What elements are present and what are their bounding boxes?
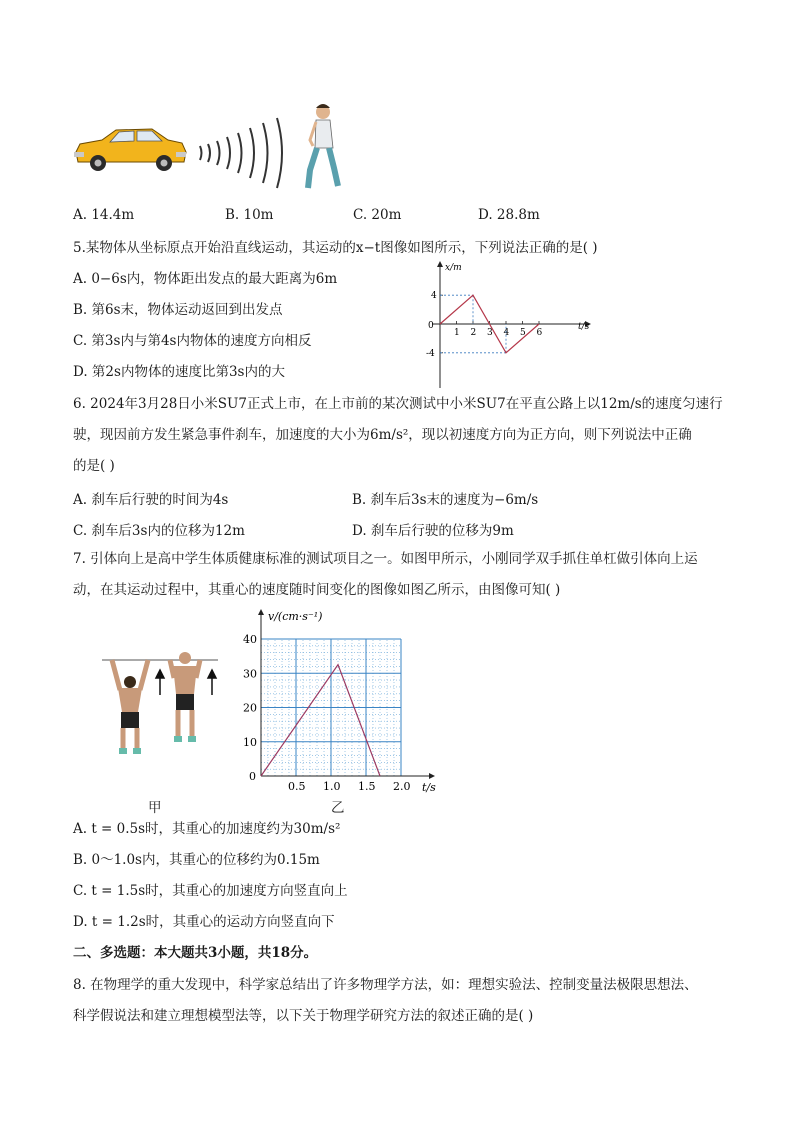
q8-stem-2: 科学假说法和建立理想模型法等，以下关于物理学研究方法的叙述正确的是( ) xyxy=(73,1008,534,1024)
q7-stem-1: 7. 引体向上是高中学生体质健康标准的测试项目之一。如图甲所示，小刚同学双手抓住单杠做引体向上运 xyxy=(73,551,698,567)
q6-option-a[interactable]: A. 刹车后行驶的时间为4s xyxy=(73,492,229,508)
x-tick-label: 0.5 xyxy=(288,780,306,793)
q6-stem-3: 的是( ) xyxy=(73,458,115,474)
sound-wave-icon xyxy=(200,118,282,188)
q6-option-b[interactable]: B. 刹车后3s末的速度为−6m/s xyxy=(352,492,539,508)
t-axis-label: t/s xyxy=(422,781,436,794)
y-tick-label: -4 xyxy=(426,348,435,359)
v-axis-label: v/(cm·s⁻¹) xyxy=(268,610,323,623)
x-tick-label: 2 xyxy=(470,328,477,338)
q6-stem-2: 驶，现因前方发生紧急事件刹车，加速度的大小为6m/s²，现以初速度方向为正方向，则下列说法中正确 xyxy=(73,427,692,443)
q5-option-c[interactable]: C. 第3s内与第4s内物体的速度方向相反 xyxy=(73,333,312,349)
section-2-heading: 二、多选题：本大题共3小题，共18分。 xyxy=(73,945,318,961)
q4-option-c[interactable]: C. 20m xyxy=(353,207,402,223)
label-yi: 乙 xyxy=(331,800,345,816)
x-tick-label: 1 xyxy=(454,328,460,338)
x-tick-label: 2.0 xyxy=(393,780,411,793)
q7-option-b[interactable]: B. 0～1.0s内，其重心的位移约为0.15m xyxy=(73,852,320,868)
y-tick-label: 40 xyxy=(243,633,257,646)
q4-option-a[interactable]: A. 14.4m xyxy=(73,207,135,223)
origin-label: 0 xyxy=(428,321,434,331)
q6-stem-1: 6. 2024年3月28日小米SU7正式上市，在上市前的某次测试中小米SU7在平直公路上以12m/s的速度匀速行 xyxy=(73,396,723,412)
q6-option-c[interactable]: C. 刹车后3s内的位移为12m xyxy=(73,523,245,539)
q5-option-b[interactable]: B. 第6s末，物体运动返回到出发点 xyxy=(73,302,283,318)
label-jia: 甲 xyxy=(148,800,162,816)
q6-option-d[interactable]: D. 刹车后行驶的位移为9m xyxy=(352,523,514,539)
q4-option-d[interactable]: D. 28.8m xyxy=(478,207,540,223)
q4-option-b[interactable]: B. 10m xyxy=(225,207,274,223)
q7-option-d[interactable]: D. t = 1.2s时，其重心的运动方向竖直向下 xyxy=(73,914,335,930)
pullup-illustration xyxy=(100,650,220,765)
x-tick-label: 6 xyxy=(536,328,543,338)
q7-stem-2: 动，在其运动过程中，其重心的速度随时间变化的图像如图乙所示，由图像可知( ) xyxy=(73,582,561,598)
vt-series-line xyxy=(261,665,380,776)
y-tick-label: 20 xyxy=(243,701,257,715)
y-axis-label: x/m xyxy=(445,263,462,273)
person-icon xyxy=(308,104,338,188)
y-tick-label: 30 xyxy=(243,667,257,681)
x-tick-label: 4 xyxy=(503,328,510,338)
x-tick-label: 3 xyxy=(487,328,493,338)
y-tick-label: 4 xyxy=(431,291,437,302)
q7-option-a[interactable]: A. t = 0.5s时，其重心的加速度约为30m/s² xyxy=(73,821,341,837)
vt-graph xyxy=(236,604,446,796)
q5-option-a[interactable]: A. 0−6s内，物体距出发点的最大距离为6m xyxy=(73,271,338,287)
q5-option-d[interactable]: D. 第2s内物体的速度比第3s内的大 xyxy=(73,364,285,380)
q7-option-c[interactable]: C. t = 1.5s时，其重心的加速度方向竖直向上 xyxy=(73,883,348,899)
q8-stem-1: 8. 在物理学的重大发现中，科学家总结出了许多物理学方法，如：理想实验法、控制变量法极限思想法、 xyxy=(73,977,698,993)
x-axis-label: t/s xyxy=(578,322,590,332)
x-tick-label: 1.0 xyxy=(323,780,341,793)
person-back-icon xyxy=(112,660,148,754)
y-tick-label: 10 xyxy=(243,735,257,749)
x-tick-label: 1.5 xyxy=(358,780,376,793)
q5-stem: 5.某物体从坐标原点开始沿直线运动，其运动的x−t图像如图所示，下列说法正确的是( ) xyxy=(73,240,598,256)
car-icon xyxy=(74,129,186,171)
car-sound-illustration xyxy=(72,100,342,195)
xt-graph xyxy=(418,258,598,390)
person-front-icon xyxy=(170,652,200,742)
y-tick-label: 0 xyxy=(249,770,256,783)
x-tick-label: 5 xyxy=(520,328,526,338)
